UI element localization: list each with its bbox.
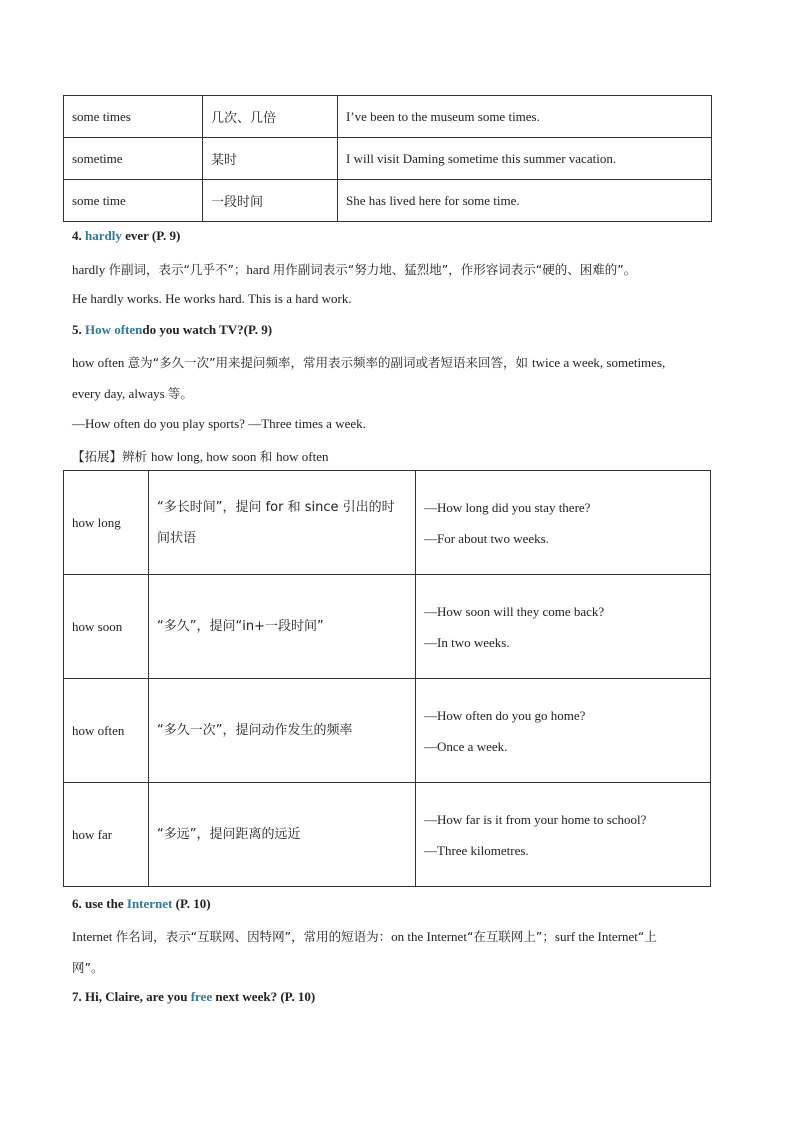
table-cell-word: how often xyxy=(64,679,149,783)
item-4-example: He hardly works. He works hard. This is a hard work. xyxy=(72,291,352,306)
item-4-heading xyxy=(72,228,180,244)
heading-rest: next week? (P. 10) xyxy=(215,989,316,1004)
table-row xyxy=(64,783,711,887)
table-row xyxy=(64,575,711,679)
keyword-highlight: free xyxy=(190,989,213,1004)
table-row xyxy=(64,96,712,138)
table-row xyxy=(64,471,711,575)
table-cell-meaning: 几次、几倍 xyxy=(203,96,338,138)
table-cell-meaning: “多远”，提问距离的远近 xyxy=(149,783,416,887)
table-cell-example: I will visit Daming sometime this summer vacation. xyxy=(338,138,712,180)
table-cell-example: —How often do you go home? —Once a week. xyxy=(416,679,711,783)
item-5-explanation-line2: every day, always 等。 xyxy=(72,386,193,401)
item-5-example: —How often do you play sports? —Three times a week. xyxy=(72,416,366,431)
table-cell-meaning: “多久”，提问“in+一段时间” xyxy=(149,575,416,679)
item-number: 5. xyxy=(72,322,82,337)
table-cell-word: sometime xyxy=(64,138,203,180)
item-number: 4. xyxy=(72,228,82,243)
keyword-highlight: hardly xyxy=(85,228,122,243)
table-cell-example: —How soon will they come back? —In two weeks. xyxy=(416,575,711,679)
heading-rest: (P. 10) xyxy=(175,896,211,911)
table-cell-word: some times xyxy=(64,96,203,138)
table-row xyxy=(64,180,712,222)
how-questions-table xyxy=(63,470,711,887)
item-5-heading xyxy=(72,322,272,338)
table-cell-word: how long xyxy=(64,471,149,575)
item-5-extension: 【拓展】辨析 how long, how soon 和 how often xyxy=(72,449,329,464)
table-row xyxy=(64,138,712,180)
table-cell-word: how far xyxy=(64,783,149,887)
item-7-heading xyxy=(72,989,315,1005)
item-6-explanation: Internet 作名词，表示“互联网、因特网”，常用的短语为：on the Internet“在互联网上”；surf the Internet“上 xyxy=(72,929,657,944)
table-cell-meaning: “多久一次”，提问动作发生的频率 xyxy=(149,679,416,783)
table-cell-example: She has lived here for some time. xyxy=(338,180,712,222)
table-cell-word: how soon xyxy=(64,575,149,679)
table-cell-example: I’ve been to the museum some times. xyxy=(338,96,712,138)
sometimes-comparison-table xyxy=(63,95,712,222)
table-cell-meaning: “多长时间”，提问 for 和 since 引出的时间状语 xyxy=(149,471,416,575)
table-cell-example: —How far is it from your home to school? —Three kilometres. xyxy=(416,783,711,887)
keyword-highlight: How often xyxy=(85,322,143,337)
table-cell-example: —How long did you stay there? —For about two weeks. xyxy=(416,471,711,575)
item-number: 6. use the xyxy=(72,896,124,911)
item-number: 7. Hi, Claire, are you xyxy=(72,989,188,1004)
table-cell-meaning: 一段时间 xyxy=(203,180,338,222)
item-6-heading xyxy=(72,896,211,912)
item-4-explanation: hardly 作副词，表示“几乎不”；hard 用作副词表示“努力地、猛烈地”，作形容词表示“硬的、困难的”。 xyxy=(72,262,637,277)
heading-rest: ever (P. 9) xyxy=(125,228,181,243)
table-row xyxy=(64,679,711,783)
item-5-explanation: how often 意为“多久一次”用来提问频率，常用表示频率的副词或者短语来回答，如 twice a week, sometimes, xyxy=(72,355,666,370)
table-cell-word: some time xyxy=(64,180,203,222)
item-6-explanation-line2: 网”。 xyxy=(72,960,104,975)
keyword-highlight: Internet xyxy=(126,896,173,911)
table-cell-meaning: 某时 xyxy=(203,138,338,180)
heading-rest: do you watch TV?(P. 9) xyxy=(142,322,273,337)
